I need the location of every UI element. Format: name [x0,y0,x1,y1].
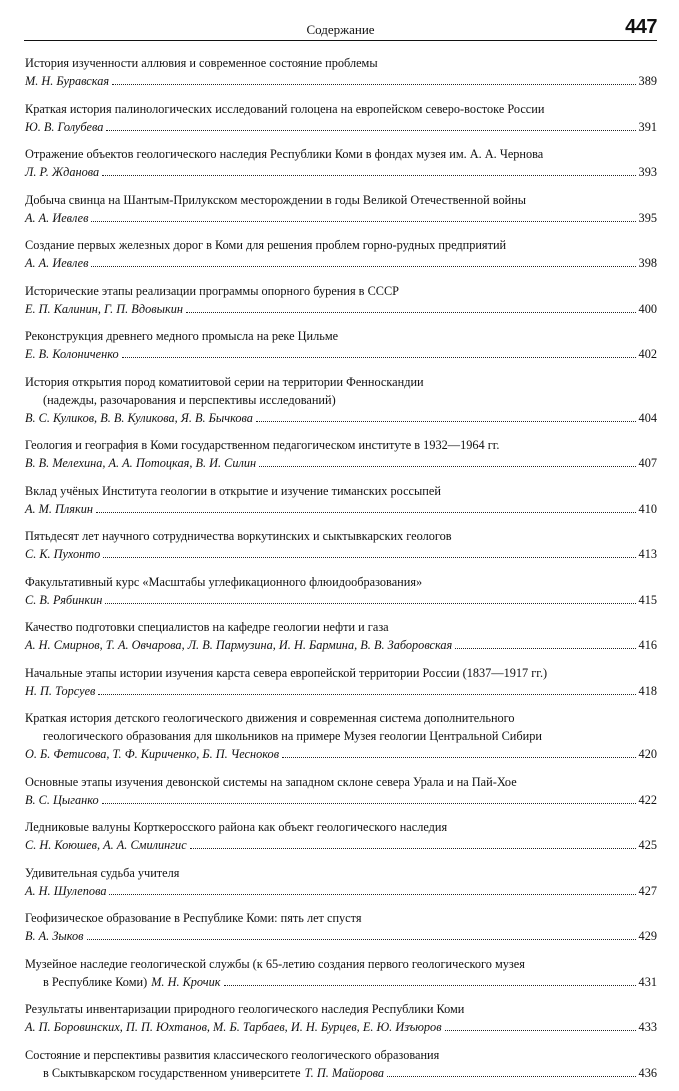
entry-authors: С. В. Рябинкин [25,592,103,607]
entry-authors: Н. П. Торсуев [25,683,96,698]
entry-authors: Ю. В. Голубева [25,119,104,134]
entry-title-line: История открытия пород коматиитовой серии на территории Фенноскандии [25,374,424,389]
entry-authors: С. Н. Коюшев, А. А. Смилингис [25,838,187,852]
entry-authors-line [25,682,657,700]
dot-leader [445,1029,636,1031]
entry-authors: А. А. Иевлев [25,210,89,225]
entry-authors: В. С. Куликов, В. В. Куликова, Я. В. Бычкова [25,410,253,425]
toc-entry[interactable] [25,1046,657,1082]
entry-authors-line [25,882,657,900]
dot-leader [259,465,635,467]
entry-authors-line [25,745,657,763]
dot-leader [98,693,635,695]
entry-page-number[interactable]: 416 [638,638,657,652]
dot-leader [122,356,636,358]
dot-leader [387,1075,635,1077]
entry-authors-line [25,409,657,427]
toc-entry[interactable] [25,864,657,900]
entry-page-number[interactable]: 398 [638,256,657,270]
entry-page-number[interactable]: 418 [638,683,657,698]
toc-entry[interactable] [25,145,657,181]
entry-authors: А. Н. Смирнов, Т. А. Овчарова, Л. В. Пармузина, И. Н. Бармина, В. В. Заборовская [25,638,453,652]
entry-authors-line [25,791,657,809]
entry-title-line: Геология и география в Коми государственном педагогическом институте в 1932—1964 гг. [25,438,500,452]
entry-authors-line [25,1064,657,1082]
toc-entry[interactable] [25,327,657,363]
toc-entry[interactable] [25,282,657,318]
dot-leader [112,83,635,85]
entry-page-number[interactable]: 422 [638,792,657,807]
dot-leader [91,220,635,222]
entry-page-number[interactable]: 407 [638,456,657,470]
entry-page-number[interactable]: 400 [638,301,657,316]
toc-entry[interactable] [25,573,657,609]
entry-title-line: Добыча свинца на Шантым-Прилукском месторождении в годы Великой Отечественной войны [25,192,527,207]
entry-page-number[interactable]: 389 [638,74,657,88]
entry-title-tail: в Республике Коми) [43,974,148,989]
entry-authors: Е. В. Колониченко [25,347,119,361]
entry-authors: С. К. Пухонто [25,547,101,561]
entry-authors-line [25,72,657,90]
dot-leader [282,756,636,758]
table-of-contents [25,54,657,1091]
entry-authors: А. А. Иевлев [25,256,89,270]
entry-title-line: Вклад учёных Института геологии в открытие и изучение тиманских россыпей [25,483,441,498]
dot-leader [106,129,635,131]
entry-page-number[interactable]: 402 [638,347,657,361]
header-page-number: 447 [625,16,657,38]
toc-entry[interactable] [25,773,657,809]
entry-title-line: Удивительная судьба учителя [25,865,180,880]
entry-authors-line [25,545,657,563]
entry-authors: О. Б. Фетисова, Т. Ф. Кириченко, Б. П. Чесноков [25,747,280,761]
entry-title-line: Основные этапы изучения девонской системы на западном склоне севера Урала и на Пай-Хое [25,774,517,789]
entry-title-line: Геофизическое образование в Республике Коми: пять лет спустя [25,911,362,925]
toc-entry[interactable] [25,1000,657,1036]
dot-leader [102,174,635,176]
toc-entry[interactable] [25,100,657,136]
entry-authors: М. Н. Крочик [151,974,221,989]
toc-entry[interactable] [25,664,657,700]
toc-entry[interactable] [25,436,657,472]
toc-entry[interactable] [25,482,657,518]
dot-leader [224,984,636,986]
entry-authors: Е. П. Калинин, Г. П. Вдовыкин [25,301,183,316]
toc-entry[interactable] [25,709,657,763]
entry-authors: А. Н. Шулепова [25,883,107,898]
dot-leader [455,647,635,649]
dot-leader [186,311,636,313]
entry-authors-line [25,636,657,654]
toc-entry[interactable] [25,373,657,427]
dot-leader [109,893,635,895]
running-header [24,14,657,41]
entry-authors: А. П. Боровинских, П. П. Юхтанов, М. Б. Тарбаев, И. Н. Бурцев, Е. Ю. Изъюров [25,1020,442,1034]
entry-page-number[interactable]: 427 [638,883,657,898]
entry-page-number[interactable]: 433 [638,1020,657,1034]
entry-page-number[interactable]: 436 [638,1065,657,1080]
entry-title-line: геологического образования для школьников на примере Музея геологии Центральной Сибири [43,729,542,743]
entry-title-line: Краткая история палинологических исследований голоцена на европейском северо-востоке России [25,101,545,116]
toc-entry[interactable] [25,527,657,563]
entry-page-number[interactable]: 410 [638,501,657,516]
entry-authors-line [25,591,657,609]
toc-entry[interactable] [25,618,657,654]
dot-leader [103,556,635,558]
entry-title-line: Состояние и перспективы развития классического геологического образования [25,1047,440,1062]
entry-authors-line [25,118,657,136]
dot-leader [102,802,636,804]
entry-page-number[interactable]: 425 [638,838,657,852]
entry-page-number[interactable]: 420 [638,747,657,761]
entry-authors: Т. П. Майорова [304,1065,385,1080]
entry-page-number[interactable]: 404 [638,410,657,425]
entry-authors: В. С. Цыганко [25,792,99,807]
toc-entry[interactable] [25,54,657,90]
entry-authors-line [25,973,657,991]
entry-title-line: Пятьдесят лет научного сотрудничества воркутинских и сыктывкарских геологов [25,529,452,543]
entry-title-line: (надежды, разочарования и перспективы исследований) [43,392,336,407]
entry-authors-line [25,254,657,272]
dot-leader [96,511,636,513]
entry-title-line: Начальные этапы истории изучения карста севера европейской территории России (1837—1917 гг.) [25,665,548,680]
entry-page-number[interactable]: 415 [638,592,657,607]
toc-entry[interactable] [25,191,657,227]
dot-leader [256,420,636,422]
dot-leader [87,938,636,940]
entry-authors: Л. Р. Жданова [25,165,100,179]
toc-entry[interactable] [25,818,657,854]
entry-authors-line [25,927,657,945]
entry-authors: А. М. Плякин [25,501,94,516]
entry-title-line: Ледниковые валуны Корткеросского района как объект геологического наследия [25,820,448,834]
entry-page-number[interactable]: 429 [638,929,657,943]
entry-authors-line [25,163,657,181]
dot-leader [91,265,635,267]
entry-page-number[interactable]: 431 [638,974,657,989]
toc-entry[interactable] [25,236,657,272]
entry-authors-line [25,500,657,518]
entry-authors: В. В. Мелехина, А. А. Потоцкая, В. И. Силин [25,456,257,470]
entry-authors: В. А. Зыков [25,929,84,943]
toc-entry[interactable] [25,909,657,945]
entry-page-number[interactable]: 393 [638,165,657,179]
entry-authors-line [25,454,657,472]
entry-title-line: Реконструкция древнего медного промысла на реке Цильме [25,329,339,343]
entry-title-tail: в Сыктывкарском государственном университете [43,1065,301,1080]
dot-leader [105,602,635,604]
entry-authors-line [25,1018,657,1036]
entry-page-number[interactable]: 413 [638,547,657,561]
entry-title-line: История изученности аллювия и современное состояние проблемы [25,56,378,70]
entry-authors-line [25,300,657,318]
entry-page-number[interactable]: 391 [638,119,657,134]
entry-title-line: Результаты инвентаризации природного геологического наследия Республики Коми [25,1002,465,1016]
entry-authors-line [25,836,657,854]
entry-authors-line [25,209,657,227]
entry-title-line: Создание первых железных дорог в Коми для решения проблем горно-рудных предприятий [25,238,507,252]
entry-title-line: Музейное наследие геологической службы (к 65-летию создания первого геологического музея [25,956,525,971]
entry-title-line: Краткая история детского геологического движения и современная система дополнительного [25,711,515,725]
entry-title-line: Факультативный курс «Масштабы углефикационного флюидообразования» [25,574,423,589]
entry-authors-line [25,345,657,363]
entry-title-line: Отражение объектов геологического наследия Республики Коми в фондах музея им. А. А. Чернова [25,147,544,161]
entry-title-line: Исторические этапы реализации программы опорного бурения в СССР [25,283,400,298]
entry-page-number[interactable]: 395 [638,210,657,225]
entry-authors: М. Н. Буравская [25,74,110,88]
dot-leader [190,847,636,849]
entry-title-line: Качество подготовки специалистов на кафедре геологии нефти и газа [25,620,389,634]
header-title: Содержание [306,22,375,37]
